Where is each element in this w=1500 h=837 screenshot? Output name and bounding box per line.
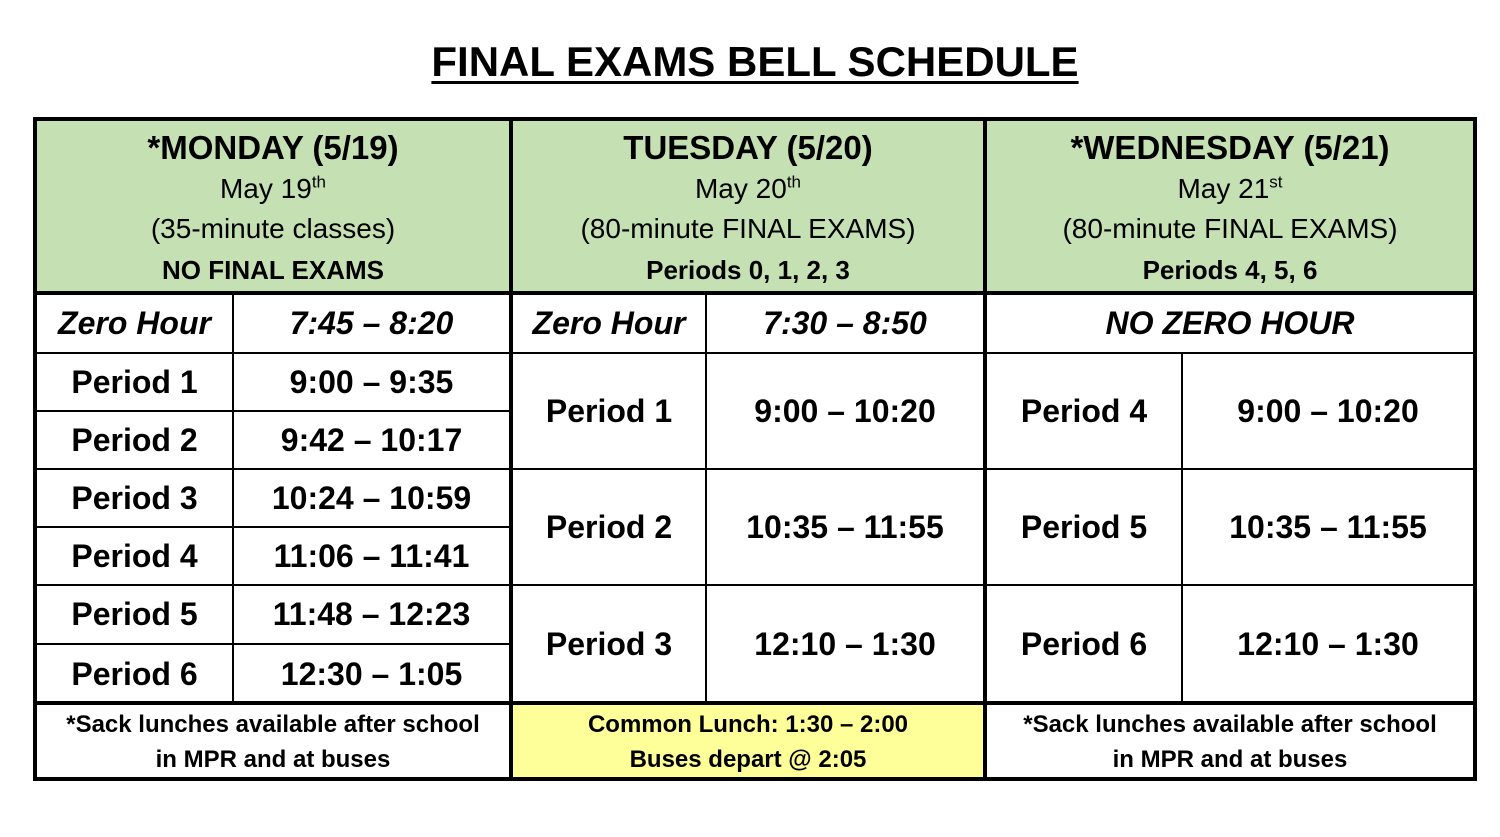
table-row <box>987 470 1473 586</box>
table-row <box>37 586 509 645</box>
table-row <box>987 354 1473 470</box>
day-title: TUESDAY (5/20) <box>623 129 873 166</box>
footer-note <box>37 701 509 777</box>
table-row <box>37 528 509 586</box>
period-label: Period 6 <box>37 645 234 703</box>
footer-line: Buses depart @ 2:05 <box>629 746 867 773</box>
period-time: 10:35 – 11:55 <box>746 508 944 545</box>
day-header <box>987 121 1473 295</box>
period-time: 9:42 – 10:17 <box>280 421 463 458</box>
period-label: Period 4 <box>987 354 1183 468</box>
schedule-table <box>33 117 1477 781</box>
day-note: Periods 0, 1, 2, 3 <box>646 255 850 285</box>
period-time: 11:48 – 12:23 <box>272 596 471 632</box>
day-note: Periods 4, 5, 6 <box>1142 255 1318 285</box>
footer-line: *Sack lunches available after school <box>1023 711 1437 738</box>
day-date: May 21st <box>1177 172 1283 204</box>
footer-note <box>987 701 1473 777</box>
day-header <box>513 121 983 295</box>
day-date: May 20th <box>694 172 801 204</box>
tuesday-column <box>509 117 987 781</box>
period-time: 9:00 – 10:20 <box>1237 392 1419 429</box>
class-duration: (80-minute FINAL EXAMS) <box>580 213 916 244</box>
period-time: 12:10 – 1:30 <box>1237 626 1419 662</box>
period-label: Period 3 <box>37 470 234 526</box>
class-duration: (80-minute FINAL EXAMS) <box>1062 213 1398 244</box>
table-row <box>37 354 509 412</box>
monday-column <box>33 117 513 781</box>
footer-line: Common Lunch: 1:30 – 2:00 <box>587 711 909 738</box>
period-label: Zero Hour <box>37 295 234 352</box>
period-label: Zero Hour <box>513 295 707 352</box>
footer-line: *Sack lunches available after school <box>66 711 480 738</box>
day-note: NO FINAL EXAMS <box>162 255 384 285</box>
period-time: 9:00 – 9:35 <box>289 363 454 400</box>
table-row <box>987 586 1473 703</box>
period-time: 12:30 – 1:05 <box>280 655 463 692</box>
no-zero-hour: NO ZERO HOUR <box>1105 305 1355 341</box>
day-title: *WEDNESDAY (5/21) <box>1070 129 1390 166</box>
table-row <box>513 354 983 470</box>
period-label: Period 1 <box>37 354 234 410</box>
class-duration: (35-minute classes) <box>150 213 396 244</box>
wednesday-column <box>983 117 1477 781</box>
period-time: 12:10 – 1:30 <box>754 626 936 662</box>
day-title: *MONDAY (5/19) <box>147 129 399 166</box>
period-label: Period 5 <box>987 470 1183 584</box>
period-time: 10:35 – 11:55 <box>1229 508 1427 545</box>
period-label: Period 3 <box>513 586 707 703</box>
day-header <box>37 121 509 295</box>
table-row <box>37 412 509 470</box>
day-date: May 19th <box>219 172 326 204</box>
table-row <box>513 470 983 586</box>
period-time: 11:06 – 11:41 <box>273 537 470 574</box>
period-label: Period 2 <box>37 412 234 468</box>
table-row <box>513 295 983 354</box>
period-time: 7:30 – 8:50 <box>763 305 927 341</box>
period-label: Period 1 <box>513 354 707 468</box>
period-label: Period 4 <box>37 528 234 584</box>
period-label: Period 6 <box>987 586 1183 703</box>
period-time: 10:24 – 10:59 <box>271 479 472 516</box>
footer-line: in MPR and at buses <box>1112 746 1348 773</box>
footer-note <box>513 701 983 777</box>
table-row <box>37 470 509 528</box>
table-row <box>987 295 1473 354</box>
page-title: FINAL EXAMS BELL SCHEDULE <box>431 38 1079 85</box>
period-time: 7:45 – 8:20 <box>289 305 454 341</box>
footer-line: in MPR and at buses <box>155 746 391 773</box>
table-row <box>37 295 509 354</box>
period-time: 9:00 – 10:20 <box>754 392 936 429</box>
period-label: Period 2 <box>513 470 707 584</box>
table-row <box>37 645 509 703</box>
table-row <box>513 586 983 703</box>
period-label: Period 5 <box>37 586 234 643</box>
